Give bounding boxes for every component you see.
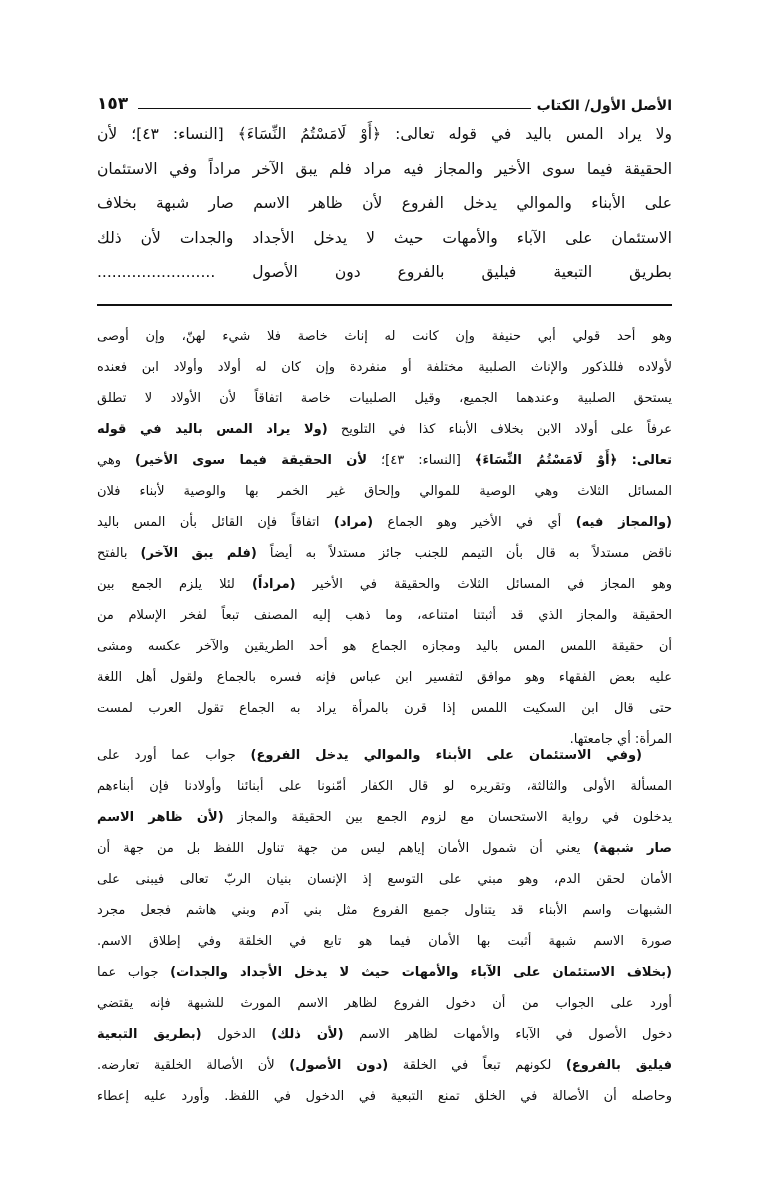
bold-matn-quote: لأن الحقيقة فيما سوى الأخير) [134,453,368,468]
text-line [97,221,672,256]
text-segment: وهو أحد قولي أبي حنيفة وإن كانت له إناث خاصة فلا شيء لهنّ، وإن أوصى [97,329,672,344]
text-segment: جواب عما أورد على [97,748,251,763]
text-line [97,352,672,383]
text-segment: المسائل الثلاث وهي الوصية للموالي وإلحاق غير الخمر بها والوصية لأبناء فلان [97,484,672,499]
text-segment: الحقيقة والمجاز الذي قد أثبتنا امتناعه، وما ذهب إليه المصنف تبعاً لفخر الإسلام من [97,608,672,623]
text-segment: جواب عما [97,965,171,980]
text-line [97,476,672,507]
text-segment: لكونهم تبعاً في الخلقة [388,1058,566,1073]
text-segment: صورة الاسم شبهة أثبت بها الأمان فيما هو تابع في الخلقة وفي إطلاق الاسم. [97,934,672,949]
text-segment: لأن الأصالة الخلقية تعارضه. [97,1058,290,1073]
text-segment: الحقيقة فيما سوى الأخير والمجاز فيه مراد فلم يبق الآخر مراداً وفي الاستئمان [97,159,672,178]
text-line [97,186,672,221]
bold-matn-quote: (مراد) [333,515,374,530]
text-line [97,321,672,352]
text-line [97,802,672,833]
text-line [97,693,672,724]
bold-matn-quote: (بطريق التبعية [97,1027,202,1042]
text-segment: ناقض مستدلاً به قال بأن التيمم للجنب جائز مستدلاً به أيضاً [256,546,672,561]
bold-matn-quote: (لأن ظاهر الاسم [97,810,224,825]
bold-matn-quote: (لأن ذلك) [271,1027,344,1042]
text-segment: عليه بعض الفقهاء وهو موافق لتفسير ابن عباس فإنه فسره بالجماع ولقول أهل اللغة [97,670,672,685]
text-line [97,740,672,771]
bold-matn-quote: (بخلاف الاستئمان على الآباء والأمهات حيث لا يدخل الأجداد والجدات) [170,965,672,980]
text-segment: وحاصله أن الأصالة في الخلق تمنع التبعية في الدخول في اللفظ. وأورد عليه إعطاء [97,1089,672,1104]
text-line [97,383,672,414]
text-line [97,864,672,895]
text-segment: عرفاً على أولاد الابن بخلاف الأبناء كذا في التلويح [327,422,672,437]
text-line [97,957,672,988]
text-segment: يعني أن شمول الأمان إياهم ليس من جهة تناول اللفظ بل من جهة أن [97,841,594,856]
text-line [97,631,672,662]
text-line [97,662,672,693]
text-segment: الدخول [201,1027,272,1042]
bold-matn-quote: (دون الأصول) [289,1058,389,1073]
text-line [97,255,672,290]
text-line [97,1050,672,1081]
text-segment: يدخلون في رواية الاستحسان مع لزوم الجمع بين الحقيقة والمجاز [223,810,672,825]
commentary-paragraph-2 [97,740,672,1112]
bold-matn-quote: تعالى: ﴿أَوْ لَامَسْتُمُ النِّسَاءَ﴾ [474,453,672,468]
text-segment: على الأبناء والموالي يدخل الفروع لأن ظاهر الاسم صار شبهة بخلاف [97,194,672,212]
bold-matn-quote: (والمجاز فيه) [575,515,672,530]
chapter-title: الأصل الأول/ الكتاب [536,98,672,114]
text-segment: لأولاده فللذكور والإناث الصلبية مختلفة أو منفردة وإن كان له أولاد وأولاد ابن فعنده [97,360,672,375]
bold-matn-quote: فيليق بالفروع) [565,1058,673,1073]
text-line [97,414,672,445]
text-segment: اتفاقاً فإن القائل بأن المس باليد [97,515,334,530]
text-segment: بطريق التبعية فيليق بالفروع دون الأصول ........................ [97,263,672,281]
bold-matn-quote: (وفي الاستئمان على الأبناء والموالي يدخل الفروع) [250,748,642,763]
text-line [97,895,672,926]
text-segment: بالفتح [97,546,141,561]
text-segment: الأمان لحقن الدم، وهو مبني على التوسع إذ الإنسان بنيان الربّ تعالى فيبنى على [97,872,672,887]
text-segment: حتى قال ابن السكيت اللمس إذا قرن بالمرأة يراد به الجماع تقول العرب لمست [97,701,672,716]
text-line [97,117,672,152]
main-text [97,117,672,290]
text-line [97,507,672,538]
text-line [97,569,672,600]
text-line [97,771,672,802]
text-segment: وهو المجاز في المسائل الثلاث والحقيقة في الأخير [295,577,672,592]
text-segment: دخول الأصول في الآباء والأمهات لظاهر الاسم [343,1027,672,1042]
text-segment: لئلا يلزم الجمع بين [97,577,252,592]
text-segment: [النساء: ٤٣]؛ [367,453,475,468]
text-segment: أي في الأخير وهو الجماع [373,515,576,530]
text-line [97,1019,672,1050]
text-line [97,988,672,1019]
text-line [97,926,672,957]
text-line [97,833,672,864]
bold-matn-quote: (فلم يبق الآخر) [140,546,257,561]
footnote-separator [97,304,672,306]
text-line [97,152,672,187]
text-line [97,600,672,631]
text-segment: المسألة الأولى والثالثة، وتقريره لو قال الكفار أمّنونا على أبنائنا وأولادنا فإن أبناءهم [97,779,672,794]
text-line [97,538,672,569]
bold-matn-quote: (ولا يراد المس باليد في قوله [97,422,328,437]
text-segment: أن حقيقة اللمس المس باليد ومجازه الجماع هو أحد الطريقين والآخر عكسه ومشى [97,639,672,654]
text-segment: المرأة: أي جامعتها. [569,732,672,747]
text-segment: وهي [97,453,135,468]
bold-matn-quote: صار شبهة) [593,841,672,856]
text-segment: أورد على الجواب من أن دخول الفروع لظاهر الاسم المورث للشبهة فإنه يقتضي [97,996,672,1011]
header-rule [138,108,530,109]
text-segment: يستحق الصلبية وعندهما الجميع، وقيل الصلبيات خاصة اتفاقاً لأن الأولاد لا تطلق [97,391,672,406]
page-number: ١٥٣ [97,94,129,114]
text-segment: الاستئمان على الآباء والأمهات حيث لا يدخل الأجداد والجدات لأن ذلك [97,228,672,247]
text-segment: ولا يراد المس باليد في قوله تعالى: ﴿أَوْ لَامَسْتُمُ النِّسَاءَ﴾ [النساء: ٤٣]؛ لأن [97,125,673,143]
running-header [97,88,672,114]
text-line [97,1081,672,1112]
text-line [97,445,672,476]
bold-matn-quote: (مراداً) [251,577,296,592]
commentary-paragraph-1 [97,321,672,755]
text-segment: الشبهات واسم الأبناء قد يتناول جميع الفروع مثل بني آدم وبني هاشم فجعل مجرد [97,903,672,918]
